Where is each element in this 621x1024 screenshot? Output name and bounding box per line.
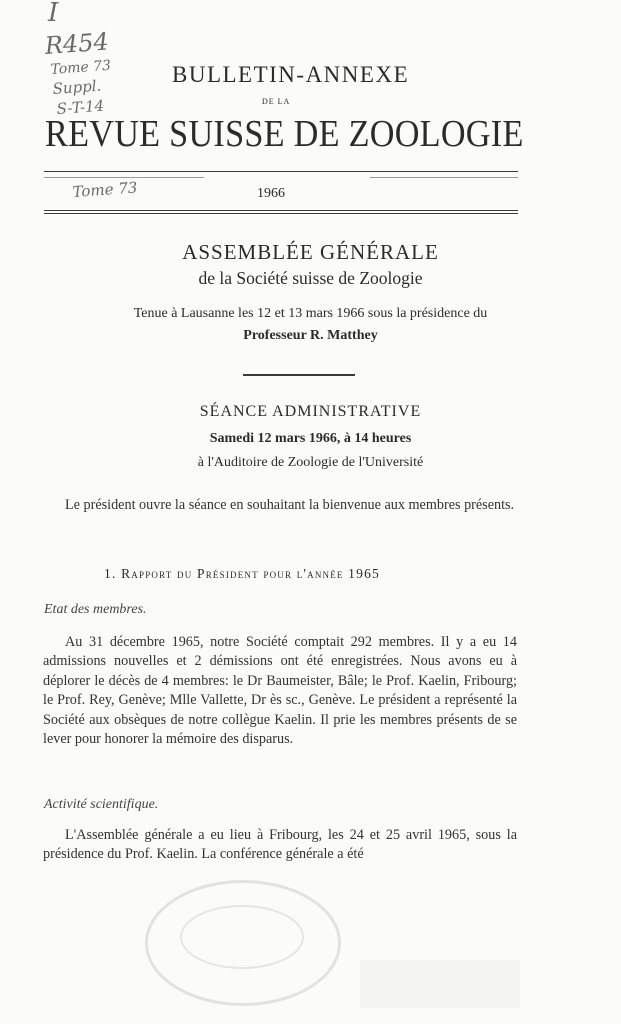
library-stamp-box: [360, 960, 520, 1008]
library-stamp-inner: [180, 905, 304, 969]
subheading-members: Etat des membres.: [44, 602, 147, 617]
handwritten-mark: I: [48, 0, 59, 28]
handwritten-note: Suppl.: [52, 76, 102, 98]
short-rule: [243, 374, 355, 376]
divider: [44, 213, 518, 214]
masthead-line2: DE LA: [262, 97, 291, 106]
masthead-line1: BULLETIN-ANNEXE: [172, 62, 410, 87]
session-title: SÉANCE ADMINISTRATIVE: [199, 403, 422, 420]
divider-left: [44, 177, 204, 178]
assembly-title: ASSEMBLÉE GÉNÉRALE: [182, 240, 439, 264]
session-place: à l'Auditoire de Zoologie de l'Université: [197, 455, 424, 470]
divider: [44, 210, 518, 211]
session-date: Samedi 12 mars 1966, à 14 heures: [209, 431, 412, 446]
assembly-subtitle: de la Société suisse de Zoologie: [198, 268, 423, 288]
intro-paragraph: Le président ouvre la séance en souhaitant la bienvenue aux membres présents.: [65, 497, 515, 513]
section-heading: 1. Rapport du Président pour l'année 1965: [104, 566, 380, 581]
handwritten-tome: Tome 73: [72, 178, 138, 201]
subheading-activity: Activité scientifique.: [44, 797, 159, 812]
year: 1966: [257, 186, 285, 201]
handwritten-note: S-T-14: [56, 96, 105, 118]
divider: [44, 171, 518, 172]
handwritten-call-number: R454: [44, 27, 110, 60]
activity-paragraph: L'Assemblée générale a eu lieu à Fribourg, les 24 et 25 avril 1965, sous la présidence du Prof. Kaelin. La conférence générale a été: [43, 827, 517, 863]
members-paragraph: Au 31 décembre 1965, notre Société comptait 292 membres. Il y a eu 14 admissions nouvelles et 2 démissions ont été enregistrées. Nous avons eu à déplorer le décès de 4 membres: le Dr Baumeister, Bâle; le Prof. Kaelin, Fribourg; le Prof. Rey, Genève; Mlle Vallette, Dr ès sc., Genève. Le président a représenté la Société aux obsèques de notre collègue Kaelin. Il prie les membres présents de se lever pour honorer la mémoire des disparus.: [43, 634, 517, 748]
divider-right: [370, 177, 518, 178]
handwritten-note: Tome 73: [50, 57, 112, 78]
journal-title: REVUE SUISSE DE ZOOLOGIE: [45, 113, 524, 155]
assembly-held: Tenue à Lausanne les 12 et 13 mars 1966 sous la présidence du: [133, 306, 488, 321]
assembly-president: Professeur R. Matthey: [243, 328, 378, 343]
